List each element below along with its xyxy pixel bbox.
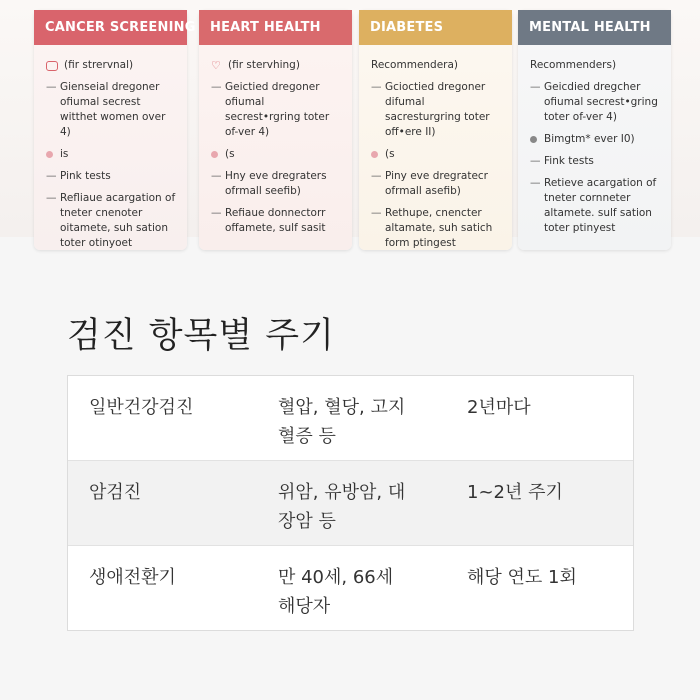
dash-marker: —	[211, 81, 222, 93]
row-cycle: 2년마다	[467, 397, 531, 418]
dash-marker: —	[530, 81, 541, 93]
dash-marker: —	[46, 170, 57, 182]
table-row	[68, 461, 633, 546]
section-title: 검진 항목별 주기	[67, 316, 335, 356]
infographic-banner	[0, 0, 700, 249]
card-line: Fink tests	[544, 155, 594, 167]
row-items: 위암, 유방암, 대장암 등	[278, 482, 406, 532]
dash-marker: —	[371, 81, 382, 93]
card-line: (s	[385, 148, 395, 160]
table-row	[68, 546, 633, 630]
card-line: Recommendera)	[371, 59, 459, 71]
dash-marker: —	[530, 155, 541, 167]
row-cycle: 해당 연도 1회	[467, 567, 577, 588]
dot-icon	[530, 136, 537, 143]
card-line: Rethupe, cnencter altamate, suh satich form ptingest	[385, 207, 493, 249]
card-line: Bimgtm* ever I0)	[544, 133, 635, 145]
card-line: Hny eve dregraters ofrmall seefib)	[225, 170, 327, 197]
checkup-cycle-table	[67, 375, 634, 631]
card-line: Recommenders)	[530, 59, 617, 71]
card-title: MENTAL HEALTH	[518, 10, 671, 45]
row-name: 생애전환기	[89, 567, 176, 588]
card-mental-health	[518, 10, 671, 250]
card-title: DIABETES	[359, 10, 512, 45]
row-name: 암검진	[89, 482, 142, 503]
dot-icon	[371, 151, 378, 158]
dash-marker: —	[371, 170, 382, 182]
dash-marker: —	[371, 207, 382, 219]
card-cancer-screening	[34, 10, 196, 250]
card-line: Refliaue acargation of tneter cnenoter oitamete, suh sation toter otinyoet	[60, 192, 176, 249]
card-line: Gienseial dregoner ofiumal secrest witthet women over 4)	[60, 81, 166, 138]
row-name: 일반건강검진	[89, 397, 194, 418]
heart-icon: ♡	[211, 59, 221, 72]
card-line: Retieve acargation of tneter cornneter altamete. sulf sation toter ptinyest	[544, 177, 657, 234]
card-title: CANCER SCREENING	[34, 10, 187, 45]
card-line: Pink tests	[60, 170, 111, 182]
row-items: 혈압, 혈당, 고지혈증 등	[278, 397, 406, 447]
dash-marker: —	[211, 207, 222, 219]
card-line: Geicdied dregcher ofiumal secrest•gring toter of-ver 4)	[544, 81, 658, 123]
dot-icon	[46, 151, 53, 158]
row-cycle: 1~2년 주기	[467, 482, 563, 503]
card-line: Refiaue donnectorr offamete, sulf sasit	[225, 207, 326, 234]
card-line: (fir stervhing)	[228, 59, 300, 71]
card-line: Piny eve dregratecr ofrmall asefib)	[385, 170, 488, 197]
card-line: (s	[225, 148, 235, 160]
card-line: is	[60, 148, 69, 160]
outline-box-icon	[46, 61, 58, 71]
card-line: (fir strervnal)	[64, 59, 134, 71]
table-row	[68, 376, 633, 461]
dot-icon	[211, 151, 218, 158]
dash-marker: —	[46, 81, 57, 93]
card-diabetes	[359, 10, 512, 250]
dash-marker: —	[46, 192, 57, 204]
card-title: HEART HEALTH	[199, 10, 352, 45]
dash-marker: —	[530, 177, 541, 189]
dash-marker: —	[211, 170, 222, 182]
card-line: Geictied dregoner ofiumal secrest•rgring toter of-ver 4)	[225, 81, 330, 138]
card-line: Gcioctied dregoner difumal sacresturgring toter off•ere II)	[385, 81, 490, 138]
card-heart-health	[199, 10, 352, 250]
row-items: 만 40세, 66세 해당자	[278, 567, 394, 617]
